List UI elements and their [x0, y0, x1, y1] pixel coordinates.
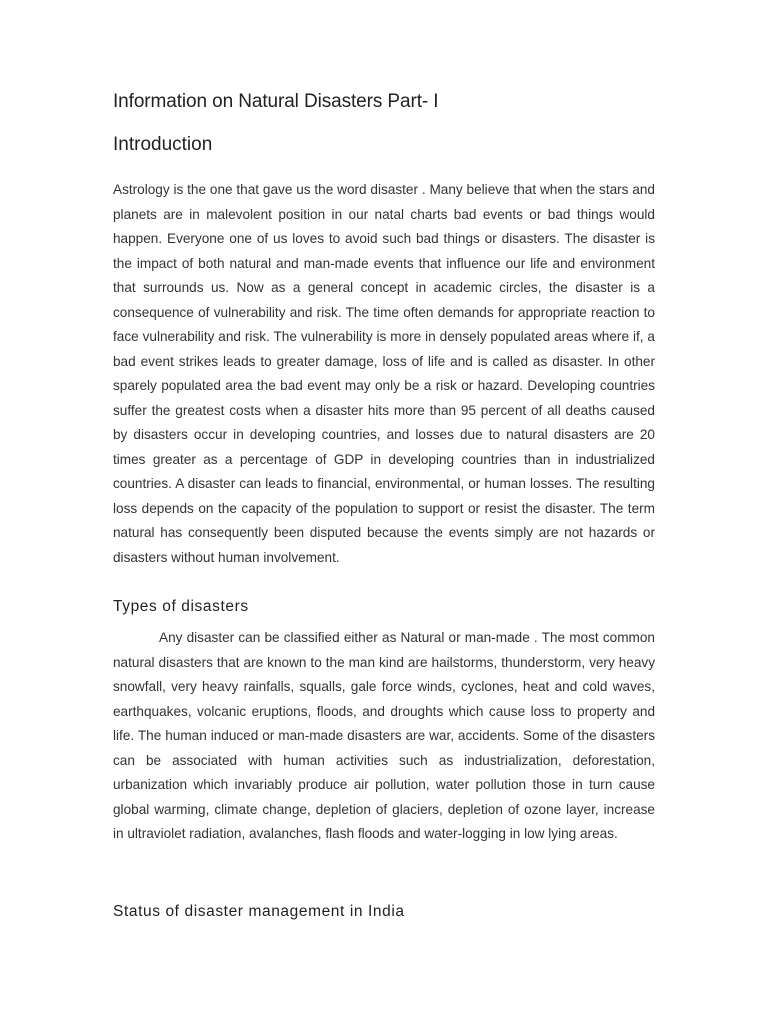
introduction-paragraph: Astrology is the one that gave us the word disaster . Many believe that when the stars and planets are in malevolent position in our natal charts bad events or bad things would happen. Everyone one of us loves to avoid such bad things or disasters. The disaster is the impact of both natural and man-made events that influence our life and environment that surrounds us. Now as a general concept in academic circles, the disaster is a consequence of vulnerability and risk. The time often demands for appropriate reaction to face vulnerability and risk. The vulnerability is more in densely populated areas where if, a bad event strikes leads to greater damage, loss of life and is called as disaster. In other sparely populated area the bad event may only be a risk or hazard. Developing countries suffer the greatest costs when a disaster hits more than 95 percent of all deaths caused by disasters occur in developing countries, and losses due to natural disasters are 20 times greater as a percentage of GDP in developing countries than in industrialized countries. A disaster can leads to financial, environmental, or human losses. The resulting loss depends on the capacity of the population to support or resist the disaster. The term natural has consequently been disputed because the events simply are not hazards or disasters without human involvement. [113, 182, 655, 565]
introduction-heading: Introduction [113, 134, 213, 155]
types-of-disasters-heading: Types of disasters [113, 598, 249, 615]
types-of-disasters-paragraph: Any disaster can be classified either as Natural or man-made . The most common natural disasters that are known to the man kind are hailstorms, thunderstorm, very heavy snowfall, very heavy rainfalls, squalls, gale force winds, cyclones, heat and cold waves, earthquakes, volcanic eruptions, floods, and droughts which cause loss to property and life. The human induced or man-made disasters are war, accidents. Some of the disasters can be associated with human activities such as industrialization, deforestation, urbanization which invariably produce air pollution, water pollution those in turn cause global warming, climate change, depletion of glaciers, depletion of ozone layer, increase in ultraviolet radiation, avalanches, flash floods and water-logging in low lying areas. [113, 630, 655, 841]
status-disaster-management-heading: Status of disaster management in India [113, 903, 405, 920]
document-title: Information on Natural Disasters Part- I [113, 91, 439, 112]
